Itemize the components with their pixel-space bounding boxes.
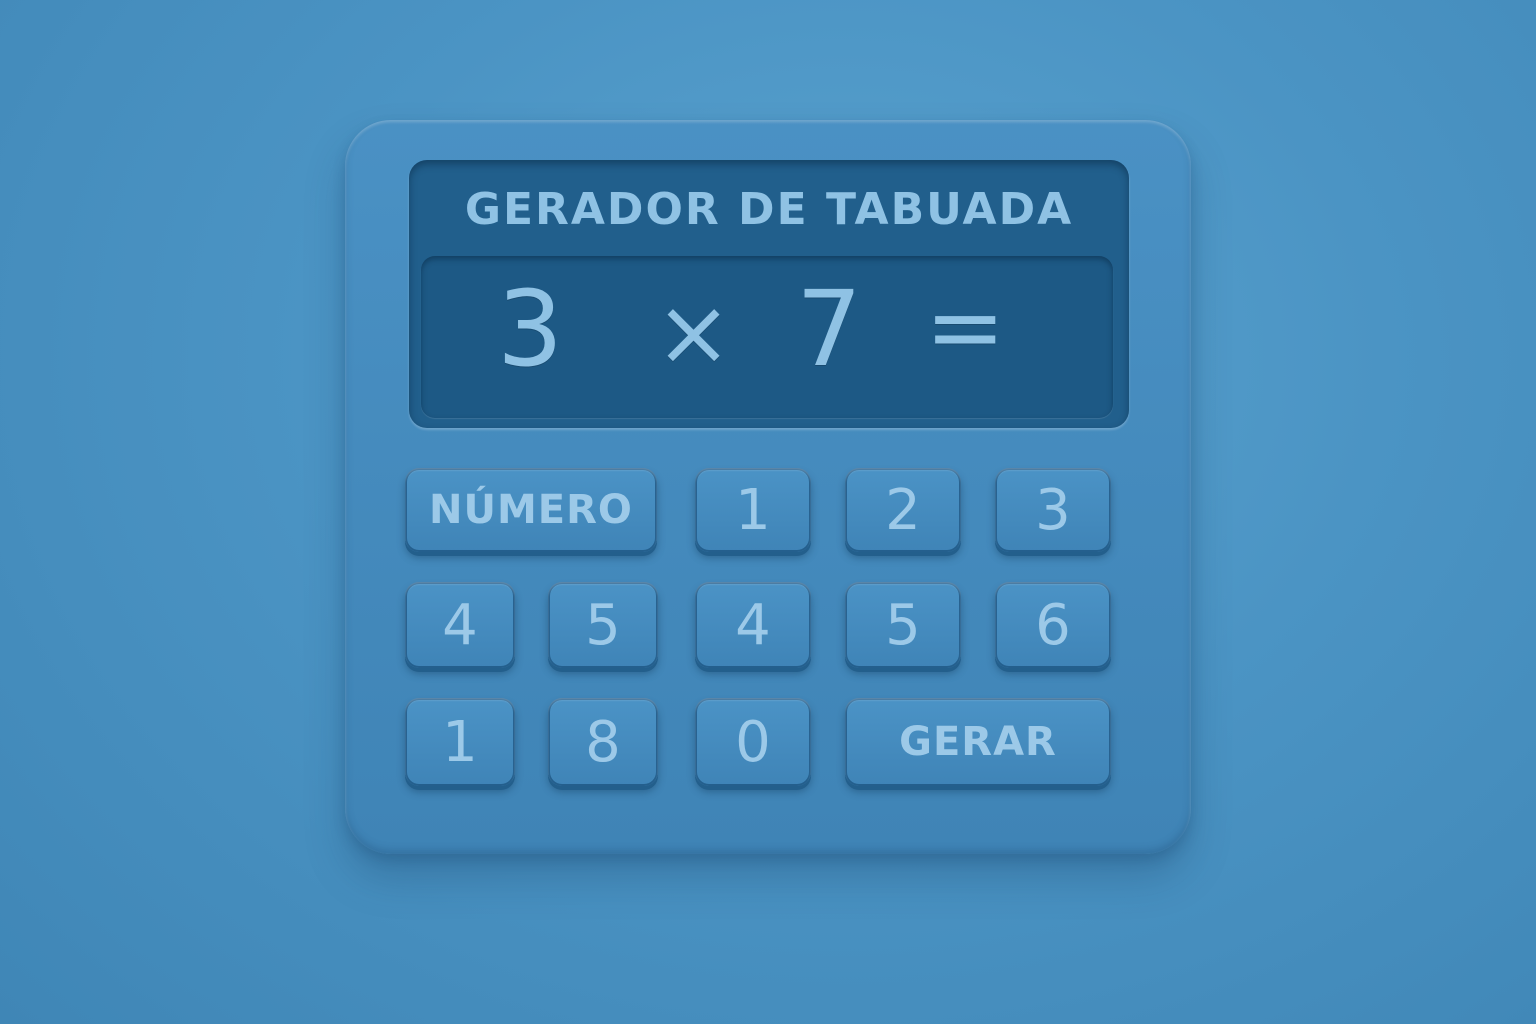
key-0[interactable]: 0 [695,698,811,786]
multiply-operator: × [655,279,733,386]
key-4[interactable]: 4 [695,582,811,668]
key-6[interactable]: 6 [995,582,1111,668]
key-3[interactable]: 3 [995,468,1111,552]
key-1[interactable]: 1 [695,468,811,552]
tabuada-device [345,120,1191,854]
operand-b: 7 [796,268,863,390]
key-2[interactable]: 2 [845,468,961,552]
key-4-left[interactable]: 4 [405,582,515,668]
equals-sign: = [925,271,1006,383]
device-title: GERADOR DE TABUADA [464,184,1074,235]
operand-a: 3 [497,268,564,390]
numero-button[interactable]: NÚMERO [405,468,657,552]
key-5[interactable]: 5 [845,582,961,668]
key-8[interactable]: 8 [548,698,658,786]
display-window [421,256,1113,418]
key-1-bottom[interactable]: 1 [405,698,515,786]
gerar-button[interactable]: GERAR [845,698,1111,786]
key-5-left[interactable]: 5 [548,582,658,668]
screen-panel [409,160,1129,428]
